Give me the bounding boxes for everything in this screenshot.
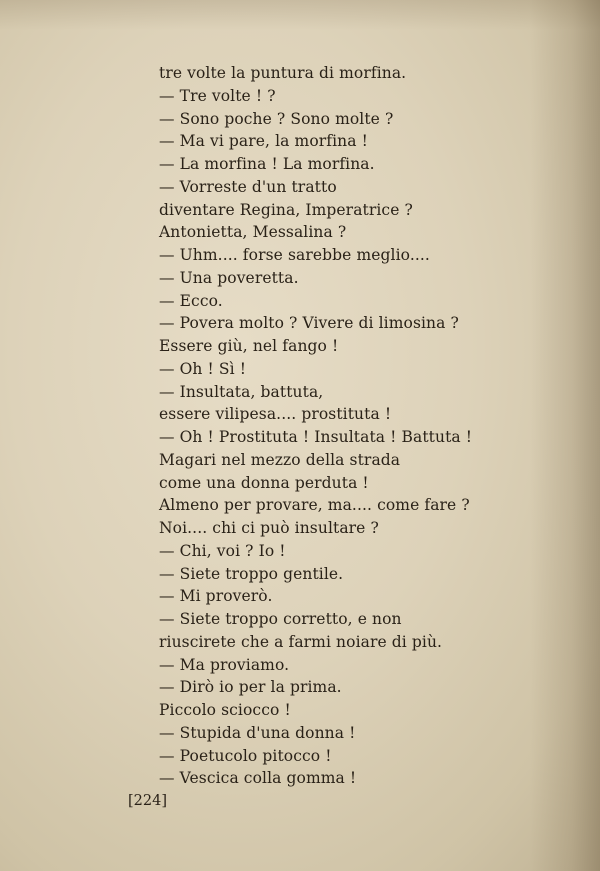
text-line: Piccolo sciocco ! (159, 701, 291, 719)
text-line: — Ecco. (159, 291, 223, 310)
text-line: — Vorreste d'un tratto (159, 177, 337, 196)
text-line: — Vescica colla gomma ! (159, 769, 357, 788)
text-line: Antonietta, Messalina ? (159, 223, 347, 242)
text-line: riuscirete che a farmi noiare di più. (159, 632, 443, 651)
text-line: — Poetucolo pitocco ! (159, 746, 332, 765)
text-line: — Oh ! Prostituta ! Insultata ! Battuta ! (159, 428, 473, 446)
text-line: essere vilipesa.... prostituta ! (159, 405, 392, 424)
text-line: tre volte la puntura di morfina. (159, 64, 407, 82)
text-line: — Ma proviamo. (159, 655, 290, 674)
text-line: Noi.... chi ci può insultare ? (159, 519, 379, 537)
text-line: Essere giù, nel fango ! (159, 337, 339, 355)
page-number: [224] (128, 793, 167, 809)
text-line: — Siete troppo corretto, e non (159, 610, 402, 628)
text-line: — Una poveretta. (159, 268, 299, 287)
text-line: diventare Regina, Imperatrice ? (159, 200, 413, 219)
page-gutter-shadow (530, 0, 600, 871)
page-top-shadow (0, 0, 600, 30)
text-line: — Ma vi pare, la morfina ! (159, 132, 368, 151)
text-line: — Stupida d'una donna ! (159, 723, 356, 742)
text-line: Almeno per provare, ma.... come fare ? (159, 496, 470, 515)
text-line: — Oh ! Sì ! (159, 359, 247, 378)
text-line: — Dirò io per la prima. (159, 678, 342, 697)
text-line: — La morfina ! La morfina. (159, 155, 375, 173)
text-line: — Uhm.... forse sarebbe meglio.... (159, 246, 430, 264)
text-line: — Insultata, battuta, (159, 382, 324, 401)
text-line: come una donna perduta ! (159, 473, 369, 492)
text-line: — Tre volte ! ? (159, 86, 276, 105)
text-line: — Povera molto ? Vivere di limosina ? (159, 314, 459, 333)
text-line: — Siete troppo gentile. (159, 564, 344, 583)
text-line: — Chi, voi ? Io ! (159, 541, 286, 560)
text-line: — Mi proverò. (159, 587, 273, 606)
text-line: Magari nel mezzo della strada (159, 450, 401, 469)
poem-text (159, 62, 489, 790)
text-line: — Sono poche ? Sono molte ? (159, 109, 394, 128)
